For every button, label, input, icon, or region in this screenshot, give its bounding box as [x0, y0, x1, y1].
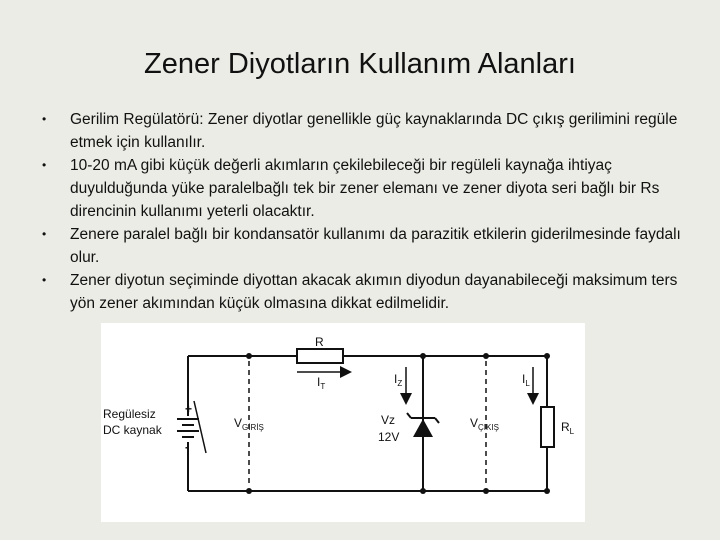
it-label: [317, 375, 325, 391]
il-sub: L: [525, 379, 530, 388]
rl-label: [561, 420, 575, 436]
vout-label: [470, 416, 499, 432]
bullet-marker: •: [42, 158, 47, 172]
zener-regulator-diagram: [101, 323, 585, 522]
iz-main: I: [394, 372, 398, 386]
bullet-text: 10-20 mA gibi küçük değerli akımların çekilebileceği bir regüleli kaynağa ihtiyaç duyulduğunda yüke paralelbağlı tek bir zener elemanı ve zener diyota seri bağlı bir Rs direncinin kullanımı yeterli olacaktır.: [70, 157, 660, 220]
bullet-text: Zenere paralel bağlı bir kondansatör kullanımı da parazitik etkilerin giderilmesinde faydalı olur.: [70, 226, 681, 266]
il-label: [522, 372, 530, 388]
bullet-text: Gerilim Regülatörü: Zener diyotlar genellikle güç kaynaklarında DC çıkış gerilimini regüle etmek için kullanılır.: [70, 111, 678, 151]
bullet-item: [40, 223, 690, 269]
it-main: I: [317, 375, 321, 389]
source-label-line2: DC kaynak: [103, 423, 162, 437]
vin-main: V: [234, 416, 243, 430]
vz-value: 12V: [378, 430, 400, 444]
iz-label: [394, 372, 402, 388]
bullet-marker: •: [42, 112, 47, 126]
bullet-list: [40, 108, 690, 315]
load-resistor: [541, 407, 554, 447]
rl-sub: L: [569, 427, 575, 436]
resistor-label: R: [315, 335, 324, 349]
bullet-item: [40, 154, 690, 223]
iz-sub: Z: [397, 379, 403, 388]
rl-main: R: [561, 420, 570, 434]
node-top-vin: [246, 353, 252, 359]
vout-main: V: [470, 416, 479, 430]
vz-label: Vz: [381, 413, 396, 427]
vout-sub: ÇIKIŞ: [478, 423, 499, 432]
bullet-item: [40, 108, 690, 154]
series-resistor: [297, 349, 343, 363]
bullet-marker: •: [42, 227, 47, 241]
node-top-vout: [483, 353, 489, 359]
plus-sign: +: [185, 402, 193, 416]
il-main: I: [522, 372, 526, 386]
it-sub: T: [320, 382, 326, 391]
node-bot-vin: [246, 488, 252, 494]
source-label-line1: Regülesiz: [103, 407, 156, 421]
page-title: Zener Diyotların Kullanım Alanları: [144, 48, 576, 80]
circuit-svg: [101, 323, 585, 522]
node-bot-vout: [483, 488, 489, 494]
bullet-text: Zener diyotun seçiminde diyottan akacak akımın diyodun dayanabileceği maksimum ters yön zener akımından küçük olmasına dikkat edilmelidir.: [70, 272, 678, 312]
bullet-item: [40, 269, 690, 315]
bullet-marker: •: [42, 273, 47, 287]
minus-sign: -: [185, 440, 189, 454]
vin-sub: GİRİŞ: [242, 423, 264, 432]
